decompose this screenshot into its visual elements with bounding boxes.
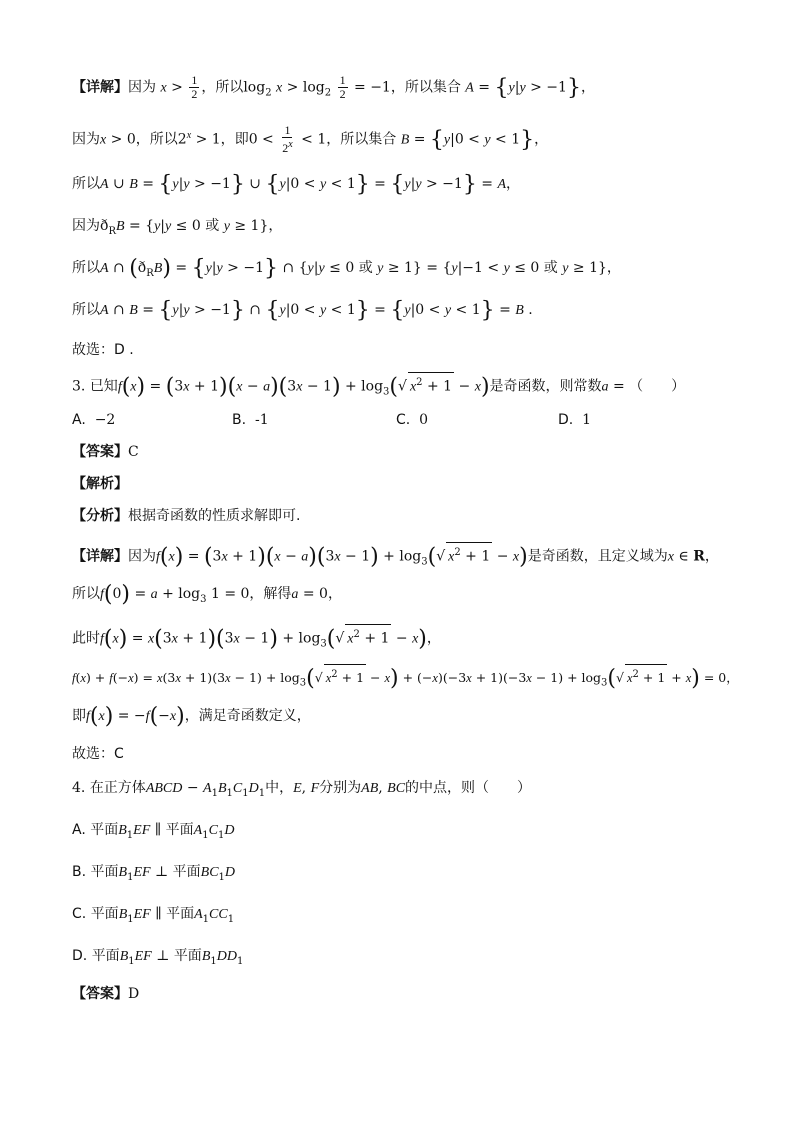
q3-analyze: 【分析】根据奇函数的性质求解即可.	[72, 508, 301, 524]
q3-detail-5: 即f(x) = −f(−x)，满足奇函数定义，	[72, 704, 311, 729]
detail-line-1: 【详解】因为 x > $\frac{1}{2}$ ，所以$\log_2 x > \log_2$ $\frac{1}{2}$ = −1，所以集合 A = {y|y > −1}，	[72, 73, 595, 101]
analysis-label: 【解析】	[72, 476, 128, 492]
detail-line-3: 所以A ∪ B = {y|y > −1} ∪ {y|0 < y < 1} = {y|y > −1} = A，	[72, 172, 521, 197]
q4-option-c[interactable]: C. 平面$B_1EF$ ∥ 平面$A_1CC_1$	[72, 906, 235, 925]
q4-option-d[interactable]: D. 平面$B_1EF$ ⊥ 平面$B_1DD_1$	[72, 948, 244, 967]
q3-options	[72, 410, 732, 430]
q3-detail-2: 所以$f(0) = a + \log_3 1 = 0$，解得a = 0，	[72, 582, 342, 607]
q3-option-d[interactable]: D. 1	[558, 412, 592, 428]
q4-answer: 【答案】D	[72, 986, 140, 1002]
q3-detail-3: 此时$f(x) = x(3x + 1)(3x - 1) + \log_3(√$ $x^2 + 1 - x$)，	[72, 624, 441, 654]
detail-line-2: 因为x > 0，所以$2^x > 1$，即0 < $\frac{1}{2^x}$ < 1，所以集合 B = {y|0 < y < 1}，	[72, 123, 549, 155]
q3-stem: 3. 已知$f(x) = (3x + 1)(x - a)(3x - 1) + \log_3(√$ $x^2 + 1 - x$)是奇函数，则常数a = （ ）	[72, 372, 685, 402]
detail-line-4: 因为$ð_RB = \{y|y \le 0$ 或 y ≥ 1}，	[72, 218, 283, 237]
q3-answer: 【答案】C	[72, 444, 139, 460]
q3-detail-4: $f(x) + f(-x) = x(3x + 1)(3x - 1) + \log_3(√$ $x^2 + 1 - x) + (-x)(-3x + 1)(-3x - 1) + \log_3(√$ $x^2 + 1 + x) = 0$，	[72, 664, 739, 694]
q3-option-c[interactable]: C. 0	[396, 412, 429, 428]
analyze-label: 【分析】	[72, 508, 128, 524]
q4-stem: 4. 在正方体ABCD − $A_1B_1C_1D_1$中，E, F分别为AB, BC的中点，则（ ）	[72, 780, 532, 799]
detail-label: 【详解】	[72, 79, 128, 96]
detail-line-6: 所以A ∩ B = {y|y > −1} ∩ {y|0 < y < 1} = {y|0 < y < 1} = B .	[72, 298, 533, 323]
q3-option-b[interactable]: B. -1	[232, 412, 269, 428]
conclusion-q3: 故选：C	[72, 746, 124, 762]
q4-option-b[interactable]: B. 平面$B_1EF$ ⊥ 平面$BC_1D$	[72, 864, 236, 883]
detail-line-5: 所以A ∩ $(ð_RB) = \{y|y > -1\}$ ∩ {y|y ≤ 0 或 y ≥ 1} = {y|−1 < y ≤ 0 或 y ≥ 1}，	[72, 256, 621, 281]
q3-analysis-heading	[72, 474, 128, 494]
q3-option-a[interactable]: A. −2	[72, 412, 116, 428]
fraction: $\frac{1}{2}$	[191, 73, 198, 101]
q4-option-a[interactable]: A. 平面$B_1EF$ ∥ 平面$A_1C_1D$	[72, 822, 235, 841]
answer-label: 【答案】	[72, 444, 128, 460]
q3-detail-1: 【详解】因为$f(x) = (3x + 1)(x - a)(3x - 1) + \log_3(√$ $x^2 + 1 - x$)是奇函数，且定义域为x ∈ R，	[72, 542, 719, 572]
conclusion-q2: 故选：D .	[72, 342, 134, 358]
